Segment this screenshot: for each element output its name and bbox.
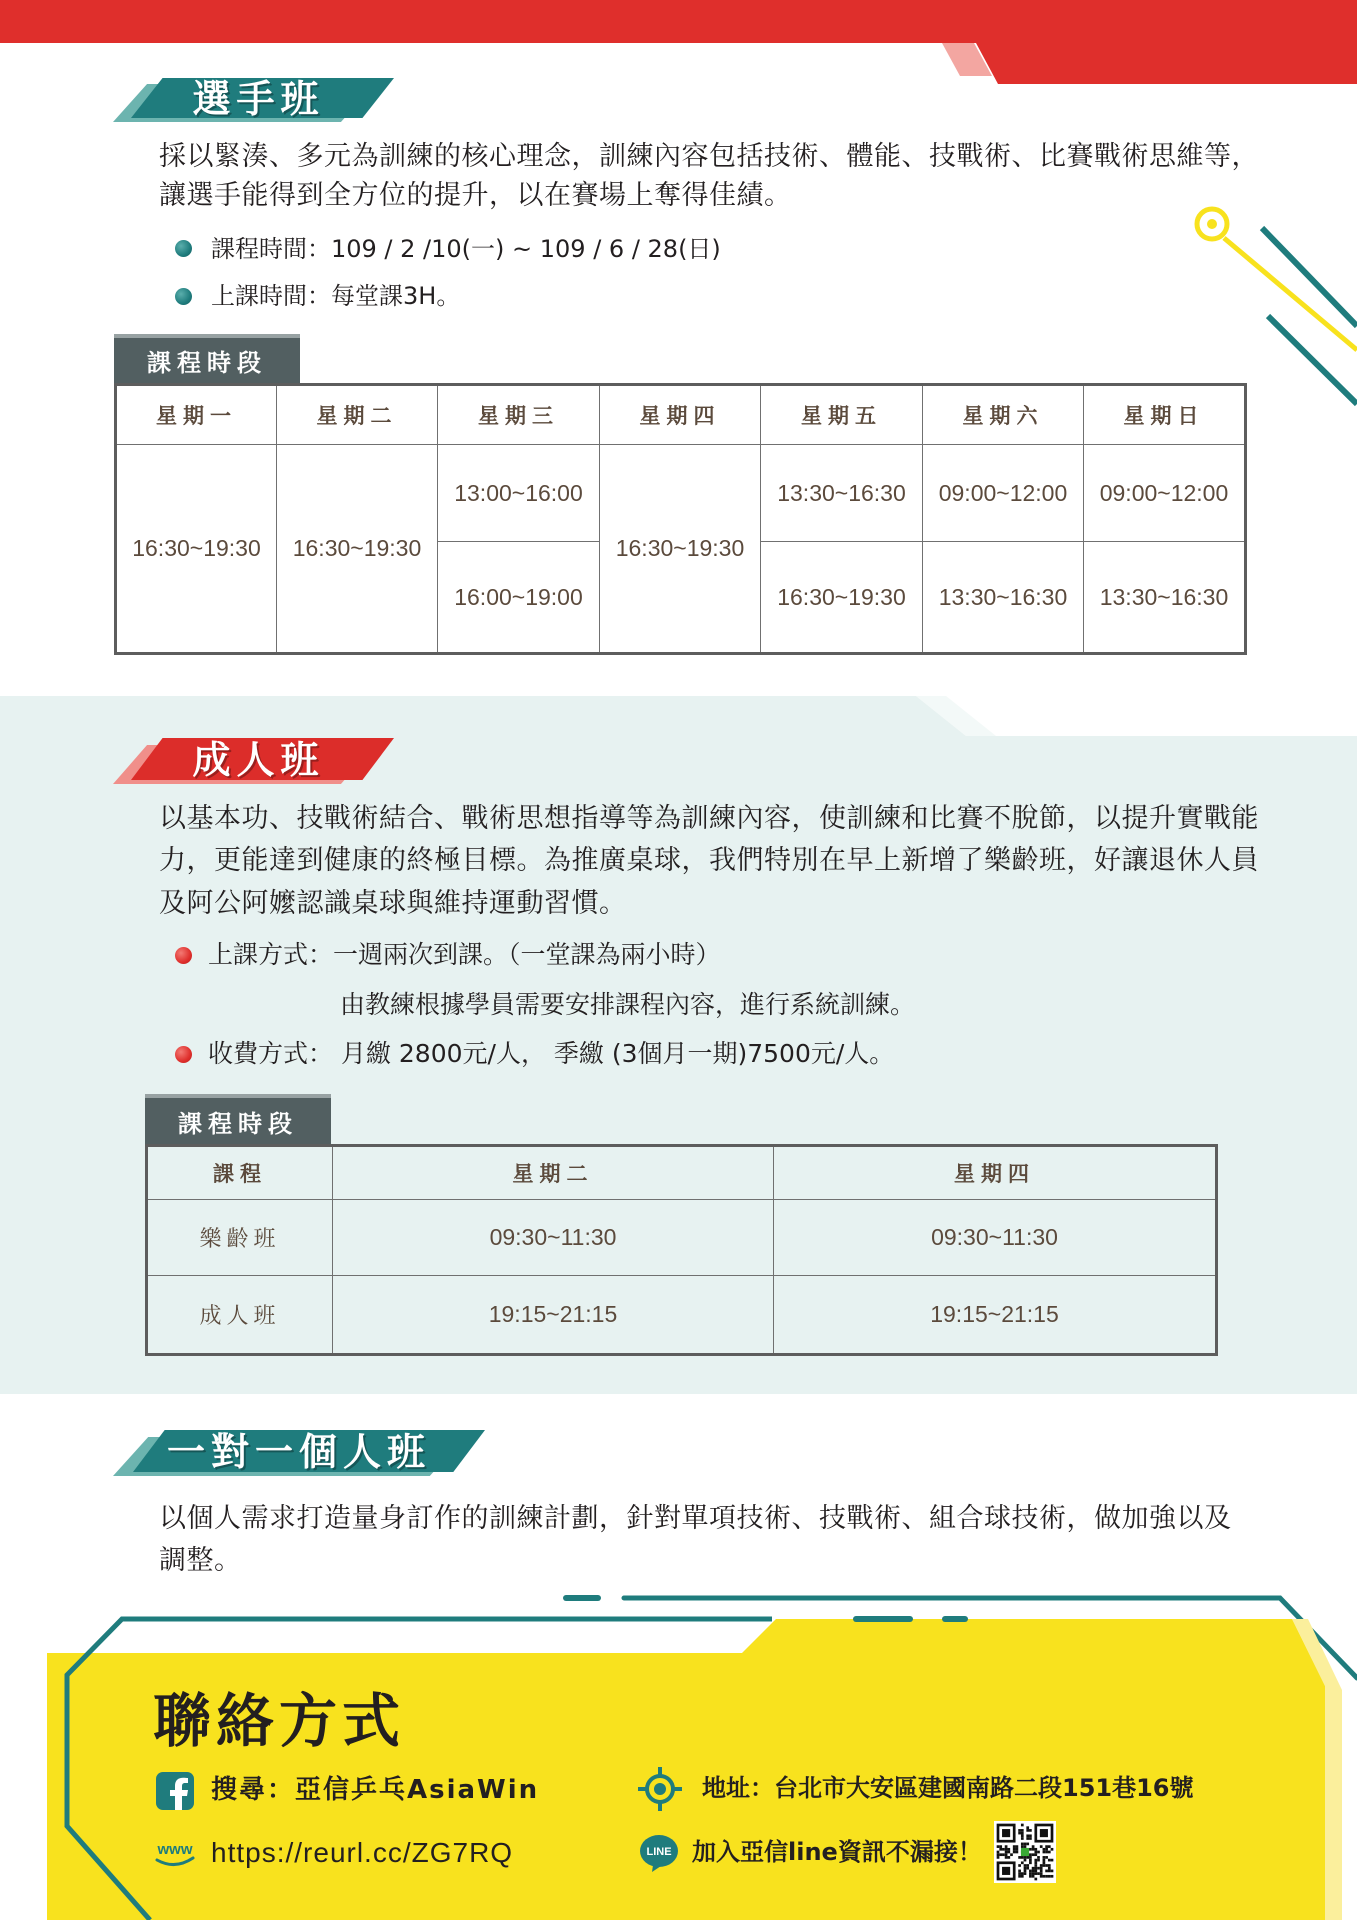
www-icon xyxy=(151,1836,199,1870)
qr-module xyxy=(1048,1875,1051,1878)
wednesday-slot-2: 16:00~19:00 xyxy=(438,542,600,654)
qr-module xyxy=(1034,1851,1037,1854)
bullet-icon xyxy=(175,288,192,305)
qr-module xyxy=(1043,1864,1046,1867)
qr-module xyxy=(1029,1829,1032,1832)
qr-module xyxy=(1037,1856,1040,1859)
qr-module xyxy=(1021,1875,1024,1878)
player-class-title: 選手班 xyxy=(192,77,325,121)
qr-module xyxy=(1045,1856,1048,1859)
qr-module xyxy=(1029,1875,1032,1878)
qr-module xyxy=(1048,1859,1051,1862)
bullet-icon xyxy=(175,1046,192,1063)
qr-module xyxy=(1045,1848,1048,1851)
qr-module xyxy=(1021,1861,1024,1864)
adult-table-label: 課程時段 xyxy=(145,1094,331,1144)
player-course-period: 課程時間：109 / 2 /10(一) ~ 109 / 6 / 28(日) xyxy=(211,235,721,263)
qr-module xyxy=(1026,1834,1029,1837)
qr-module xyxy=(1026,1867,1029,1870)
qr-module xyxy=(1002,1848,1005,1851)
qr-module xyxy=(999,1845,1002,1848)
qr-module xyxy=(1026,1837,1029,1840)
qr-module xyxy=(1043,1848,1046,1851)
qr-finder-core xyxy=(1040,1829,1048,1837)
qr-module xyxy=(1018,1829,1021,1832)
line-icon-text: LINE xyxy=(646,1846,672,1858)
qr-module xyxy=(1034,1853,1037,1856)
qr-module xyxy=(1034,1878,1037,1881)
contact-yellow-panel xyxy=(47,1619,1325,1920)
qr-module xyxy=(1024,1859,1027,1862)
private-description-line-1: 以個人需求打造量身訂作的訓練計劃，針對單項技術、技戰術、組合球技術，做加強以及 xyxy=(159,1503,1232,1534)
qr-module xyxy=(1051,1859,1054,1862)
qr-module xyxy=(1029,1834,1032,1837)
qr-module xyxy=(1048,1845,1051,1848)
adult-description-line-1: 以基本功、技戰術結合、戰術思想指導等為訓練內容，使訓練和比賽不脫節，以提升實戰能 xyxy=(159,803,1259,834)
saturday-slot-1: 09:00~12:00 xyxy=(923,445,1084,542)
wednesday-slot-1: 13:00~16:00 xyxy=(438,445,600,542)
course-name: 樂齡班 xyxy=(147,1200,333,1276)
sunday-slot-2: 13:30~16:30 xyxy=(1084,542,1246,654)
qr-module xyxy=(1021,1845,1024,1848)
line-join-text: 加入亞信line資訊不漏接！ xyxy=(692,1838,982,1866)
qr-module xyxy=(1024,1845,1027,1848)
player-class-banner xyxy=(113,78,394,122)
qr-module xyxy=(1043,1861,1046,1864)
qr-module xyxy=(1043,1875,1046,1878)
contact-title: 聯絡方式 xyxy=(153,1687,406,1755)
qr-module xyxy=(1029,1859,1032,1862)
qr-module xyxy=(997,1853,1000,1856)
adult-schedule-table xyxy=(145,1144,1218,1356)
course-name: 成人班 xyxy=(147,1276,333,1355)
table-row xyxy=(147,1200,1217,1276)
header-tuesday: 星期二 xyxy=(277,385,438,445)
qr-module xyxy=(1043,1856,1046,1859)
qr-module xyxy=(1034,1864,1037,1867)
qr-module xyxy=(1018,1870,1021,1873)
qr-module xyxy=(1013,1845,1016,1848)
tuesday-slot: 16:30~19:30 xyxy=(277,445,438,654)
qr-module xyxy=(1002,1853,1005,1856)
player-description-line-2: 讓選手能得到全方位的提升，以在賽場上奪得佳績。 xyxy=(159,180,792,211)
qr-module xyxy=(1045,1851,1048,1854)
qr-module xyxy=(1021,1856,1024,1859)
decor-ring-dot-yellow xyxy=(1207,219,1217,229)
header-monday: 星期一 xyxy=(116,385,277,445)
qr-module xyxy=(1005,1853,1008,1856)
header-thursday: 星期四 xyxy=(774,1146,1217,1200)
qr-module xyxy=(1013,1848,1016,1851)
qr-module xyxy=(1037,1872,1040,1875)
qr-module xyxy=(1021,1824,1024,1827)
top-red-bar xyxy=(0,0,1357,84)
qr-module xyxy=(1016,1848,1019,1851)
facebook-icon xyxy=(156,1772,194,1810)
adult-class-banner xyxy=(113,738,394,784)
qr-module xyxy=(1026,1864,1029,1867)
qr-module xyxy=(1024,1864,1027,1867)
qr-module xyxy=(1040,1875,1043,1878)
qr-module xyxy=(1007,1851,1010,1854)
qr-module xyxy=(1045,1875,1048,1878)
qr-module xyxy=(1051,1870,1054,1873)
qr-module xyxy=(1034,1867,1037,1870)
header-wednesday: 星期三 xyxy=(438,385,600,445)
qr-module xyxy=(997,1851,1000,1854)
thursday-slot: 19:15~21:15 xyxy=(774,1276,1217,1355)
qr-module xyxy=(1024,1867,1027,1870)
header-tuesday: 星期二 xyxy=(333,1146,774,1200)
table-header-row xyxy=(116,385,1246,445)
qr-module xyxy=(1021,1829,1024,1832)
qr-module xyxy=(1029,1853,1032,1856)
table-header-row xyxy=(147,1146,1217,1200)
qr-module xyxy=(1048,1864,1051,1867)
location-icon xyxy=(637,1766,683,1812)
website-url: https://reurl.cc/ZG7RQ xyxy=(211,1837,514,1868)
qr-finder-core xyxy=(1002,1829,1010,1837)
qr-module xyxy=(1040,1870,1043,1873)
table-row xyxy=(147,1276,1217,1355)
qr-module xyxy=(1029,1848,1032,1851)
qr-module xyxy=(1029,1872,1032,1875)
qr-module xyxy=(1040,1864,1043,1867)
qr-module xyxy=(1010,1853,1013,1856)
qr-finder-core xyxy=(1002,1867,1010,1875)
tuesday-slot: 09:30~11:30 xyxy=(333,1200,774,1276)
qr-module xyxy=(1045,1870,1048,1873)
thursday-slot: 16:30~19:30 xyxy=(600,445,761,654)
qr-module xyxy=(1021,1834,1024,1837)
qr-module xyxy=(1007,1848,1010,1851)
qr-module xyxy=(1048,1851,1051,1854)
qr-module xyxy=(1026,1843,1029,1846)
private-class-banner xyxy=(113,1430,485,1476)
header-sunday: 星期日 xyxy=(1084,385,1246,445)
qr-module xyxy=(1043,1851,1046,1854)
qr-module xyxy=(1007,1856,1010,1859)
qr-module xyxy=(1048,1870,1051,1873)
qr-module xyxy=(1040,1872,1043,1875)
qr-module xyxy=(1032,1853,1035,1856)
qr-module xyxy=(1018,1832,1021,1835)
qr-module xyxy=(1032,1867,1035,1870)
player-description-line-1: 採以緊湊、多元為訓練的核心理念，訓練內容包括技術、體能、技戰術、比賽戰術思維等， xyxy=(159,141,1259,172)
private-class-title: 一對一個人班 xyxy=(166,1430,431,1474)
qr-module xyxy=(1032,1872,1035,1875)
header-thursday: 星期四 xyxy=(600,385,761,445)
qr-module xyxy=(1005,1845,1008,1848)
qr-module xyxy=(1024,1856,1027,1859)
friday-slot-1: 13:30~16:30 xyxy=(761,445,923,542)
qr-module xyxy=(997,1856,1000,1859)
qr-module xyxy=(1013,1851,1016,1854)
qr-module xyxy=(1037,1851,1040,1854)
qr-module xyxy=(1029,1837,1032,1840)
qr-module xyxy=(1026,1829,1029,1832)
qr-module xyxy=(1032,1875,1035,1878)
qr-module xyxy=(1024,1872,1027,1875)
header-friday: 星期五 xyxy=(761,385,923,445)
qr-module xyxy=(1037,1859,1040,1862)
facebook-search-text: 搜尋：亞信乒乓AsiaWin xyxy=(211,1775,540,1805)
friday-slot-2: 16:30~19:30 xyxy=(761,542,923,654)
qr-module xyxy=(1029,1870,1032,1873)
qr-module xyxy=(999,1848,1002,1851)
qr-module xyxy=(1032,1845,1035,1848)
qr-module xyxy=(1032,1848,1035,1851)
adult-description-line-2: 力，更能達到健康的終極目標。為推廣桌球，我們特別在早上新增了樂齡班，好讓退休人員 xyxy=(159,845,1259,876)
bullet-icon xyxy=(175,947,192,964)
www-icon-text: www xyxy=(157,1841,193,1858)
qr-module xyxy=(1043,1859,1046,1862)
adult-class-title: 成人班 xyxy=(192,738,325,782)
tuesday-slot: 19:15~21:15 xyxy=(333,1276,774,1355)
qr-module xyxy=(1018,1864,1021,1867)
private-description-line-2: 調整。 xyxy=(159,1545,242,1576)
qr-code xyxy=(994,1821,1056,1883)
player-schedule-table xyxy=(114,383,1247,655)
qr-module xyxy=(1021,1843,1024,1846)
adult-class-fee: 收費方式： 月繳 2800元/人， 季繳 (3個月一期)7500元/人。 xyxy=(208,1039,895,1068)
bullet-icon xyxy=(175,240,192,257)
qr-module xyxy=(1024,1870,1027,1873)
qr-module xyxy=(997,1845,1000,1848)
qr-module xyxy=(1026,1826,1029,1829)
qr-module xyxy=(1040,1867,1043,1870)
qr-module xyxy=(1034,1848,1037,1851)
monday-slot: 16:30~19:30 xyxy=(116,445,277,654)
qr-module xyxy=(1018,1856,1021,1859)
qr-module xyxy=(1021,1832,1024,1835)
qr-module xyxy=(1032,1870,1035,1873)
qr-module xyxy=(1051,1848,1054,1851)
qr-module xyxy=(1045,1864,1048,1867)
header-course: 課程 xyxy=(147,1146,333,1200)
qr-module xyxy=(1005,1851,1008,1854)
qr-module xyxy=(1021,1872,1024,1875)
address-text: 地址：台北市大安區建國南路二段151巷16號 xyxy=(702,1774,1194,1802)
qr-module xyxy=(1037,1867,1040,1870)
sunday-slot-1: 09:00~12:00 xyxy=(1084,445,1246,542)
location-icon-center xyxy=(654,1783,666,1795)
qr-module xyxy=(1005,1856,1008,1859)
qr-module xyxy=(1005,1848,1008,1851)
qr-module xyxy=(1018,1872,1021,1875)
qr-module xyxy=(1051,1875,1054,1878)
qr-module xyxy=(1018,1875,1021,1878)
qr-module xyxy=(1045,1845,1048,1848)
qr-module xyxy=(1034,1872,1037,1875)
qr-module xyxy=(1029,1861,1032,1864)
adult-class-format-note: 由教練根據學員需要安排課程內容，進行系統訓練。 xyxy=(340,990,916,1019)
line-icon xyxy=(639,1833,679,1873)
table-row xyxy=(116,445,1246,542)
qr-module xyxy=(1016,1851,1019,1854)
qr-module xyxy=(1048,1867,1051,1870)
player-class-duration: 上課時間：每堂課3H。 xyxy=(211,282,461,310)
saturday-slot-2: 13:30~16:30 xyxy=(923,542,1084,654)
header-saturday: 星期六 xyxy=(923,385,1084,445)
qr-module xyxy=(1024,1843,1027,1846)
player-table-label: 課程時段 xyxy=(114,334,300,383)
qr-center-mark xyxy=(1021,1848,1029,1856)
adult-description-line-3: 及阿公阿嬤認識桌球與維持運動習慣。 xyxy=(159,888,627,919)
qr-module xyxy=(1034,1859,1037,1862)
qr-module xyxy=(1029,1856,1032,1859)
qr-module xyxy=(1040,1845,1043,1848)
qr-module xyxy=(1021,1837,1024,1840)
qr-module xyxy=(1034,1870,1037,1873)
qr-module xyxy=(1026,1856,1029,1859)
thursday-slot: 09:30~11:30 xyxy=(774,1200,1217,1276)
qr-module xyxy=(1016,1845,1019,1848)
line-icon-tail xyxy=(652,1865,661,1872)
qr-module xyxy=(999,1853,1002,1856)
decor-line-teal-lower xyxy=(1268,316,1357,404)
adult-class-format: 上課方式：一週兩次到課。（一堂課為兩小時） xyxy=(208,940,721,969)
qr-module xyxy=(1034,1861,1037,1864)
www-icon-swoosh xyxy=(157,1858,193,1865)
